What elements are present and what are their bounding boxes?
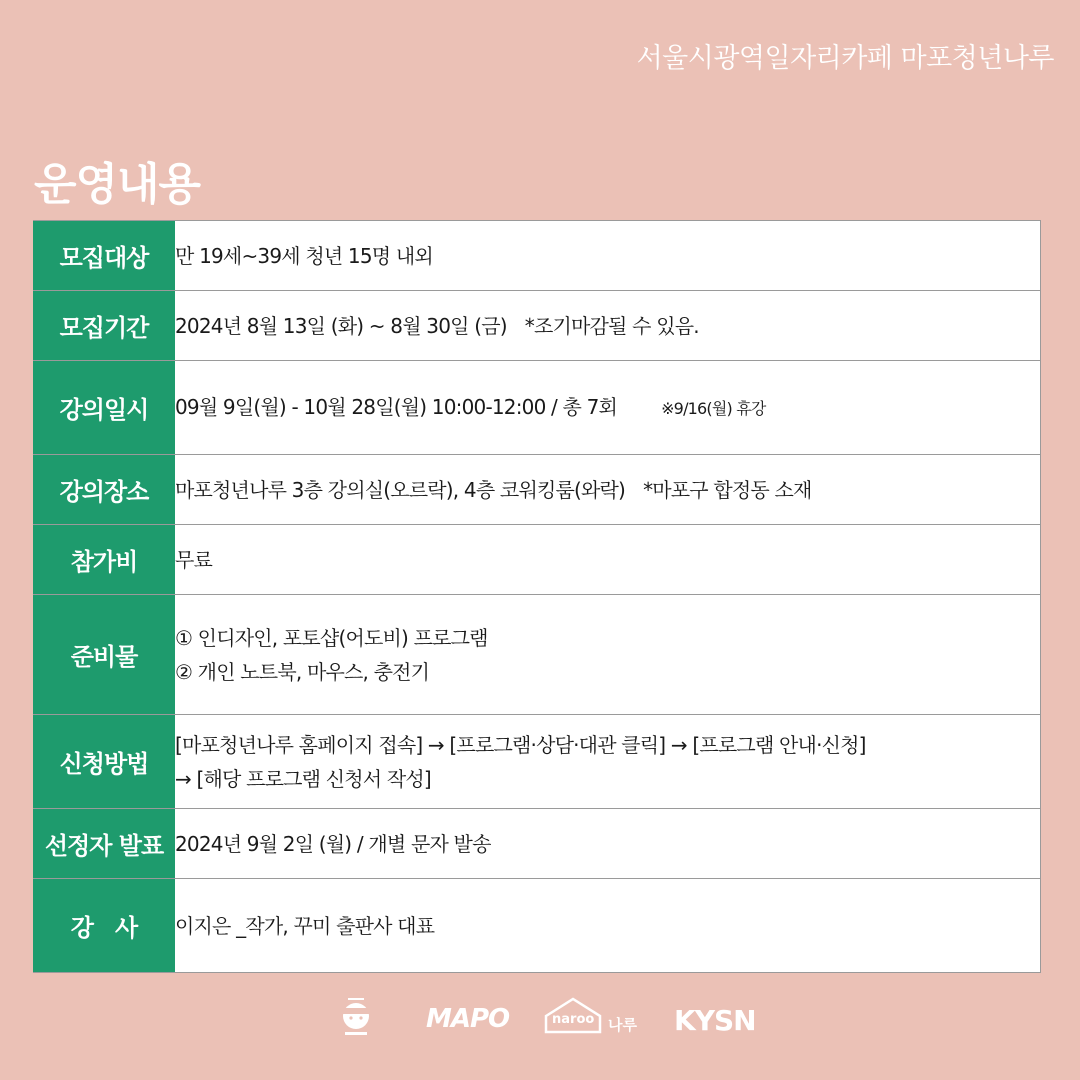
- row-label-lecture-place: 강의장소: [33, 455, 175, 525]
- row-label-lecture-schedule: 강의일시: [33, 361, 175, 455]
- value-line: ② 개인 노트북, 마우스, 충전기: [175, 659, 430, 684]
- row-value-announcement: [175, 809, 1041, 879]
- value-line: 2024년 9월 2일 (월) / 개별 문자 발송: [175, 831, 491, 856]
- value-line: 2024년 8월 13일 (화) ~ 8월 30일 (금): [175, 313, 507, 338]
- value-line: 09월 9일(월) - 10월 28일(월) 10:00-12:00 / 총 7회: [175, 394, 618, 419]
- table-row: [33, 221, 1041, 291]
- row-value-recruit-target: [175, 221, 1041, 291]
- row-value-lecture-place: [175, 455, 1041, 525]
- table-row: [33, 361, 1041, 455]
- value-note: *마포구 합정동 소재: [643, 477, 812, 502]
- value-line: ① 인디자인, 포토샵(어도비) 프로그램: [175, 625, 488, 650]
- naroo-logo-subtext: 나루: [608, 1016, 637, 1034]
- table-row: [33, 291, 1041, 361]
- mapo-logo-icon: MAPO: [426, 1004, 510, 1034]
- value-note: ※9/16(월) 휴강: [661, 398, 766, 418]
- value-line: 마포청년나루 3층 강의실(오르락), 4층 코워킹룸(와락): [175, 477, 626, 502]
- table-row: [33, 455, 1041, 525]
- row-value-recruit-period: [175, 291, 1041, 361]
- table-row: [33, 595, 1041, 715]
- value-note: *조기마감될 수 있음.: [524, 313, 699, 338]
- row-label-announcement: 선정자 발표: [33, 809, 175, 879]
- row-value-fee: [175, 525, 1041, 595]
- naroo-logo-text: naroo: [552, 1012, 595, 1027]
- value-line: 만 19세~39세 청년 15명 내외: [175, 243, 433, 268]
- row-label-apply-method: 신청방법: [33, 715, 175, 809]
- kysn-logo-icon: KYSN: [674, 1004, 756, 1037]
- footer-logos: [330, 990, 770, 1050]
- row-label-instructor: 강 사: [33, 879, 175, 973]
- value-line: 무료: [175, 547, 213, 572]
- page-title: 운영내용: [34, 159, 201, 210]
- info-table: [33, 220, 1041, 973]
- value-line: → [해당 프로그램 신청서 작성]: [175, 766, 431, 791]
- org-name: 서울시광역일자리카페 마포청년나루: [636, 43, 1054, 74]
- table-row: [33, 525, 1041, 595]
- row-value-instructor: [175, 879, 1041, 973]
- value-line: [마포청년나루 홈페이지 접속] → [프로그램·상담·대관 클릭] → [프로그램 안내·신청]: [175, 732, 866, 757]
- seoul-job-cafe-logo-icon: [336, 994, 376, 1046]
- row-label-recruit-target: 모집대상: [33, 221, 175, 291]
- row-value-supplies: [175, 595, 1041, 715]
- row-label-recruit-period: 모집기간: [33, 291, 175, 361]
- row-label-supplies: 준비물: [33, 595, 175, 715]
- table-row: [33, 715, 1041, 809]
- table-row: [33, 879, 1041, 973]
- value-line: 이지은 _작가, 꾸미 출판사 대표: [175, 913, 435, 938]
- row-value-apply-method: [175, 715, 1041, 809]
- row-value-lecture-schedule: [175, 361, 1041, 455]
- table-row: [33, 809, 1041, 879]
- row-label-fee: 참가비: [33, 525, 175, 595]
